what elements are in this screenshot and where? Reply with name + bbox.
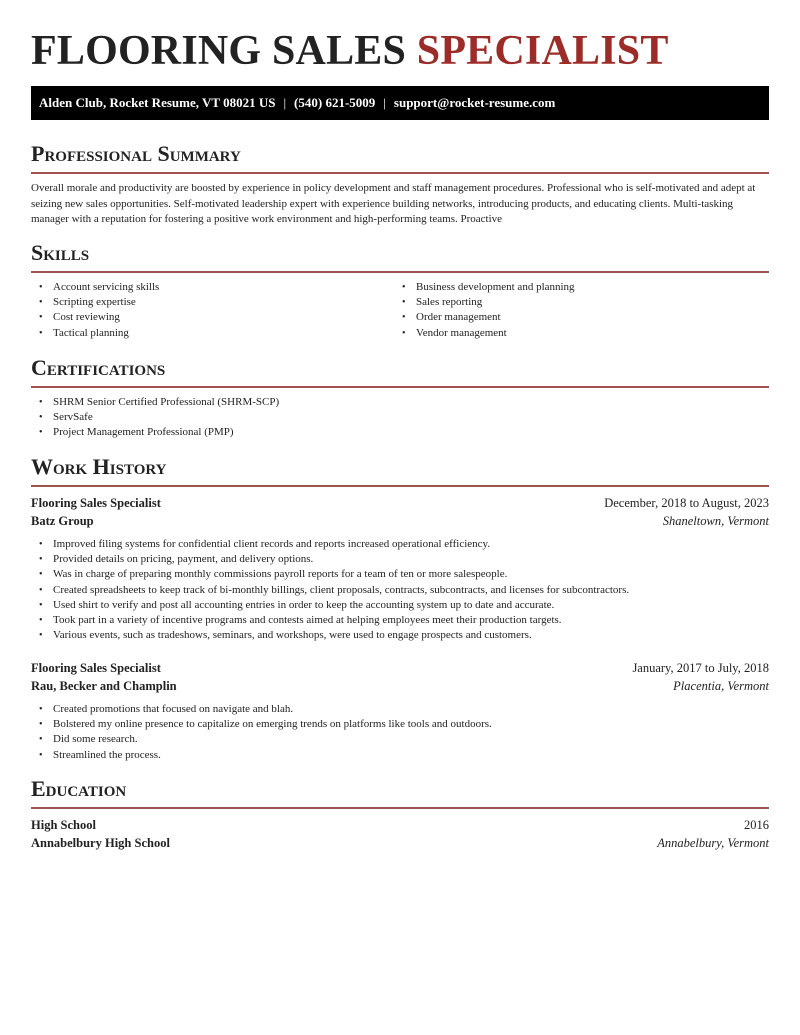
summary-text: Overall morale and productivity are boosted by experience in policy development and staff management procedures. Professional who is self-motivated and adept at seizing new sales opportunities. Self-motivated leadership expert with experience building networks, introducing products, and educating clients. Multi-tasking manager with a reputation for fostering a positive work environment and high-performing teams. Proactive (31, 182, 756, 225)
contact-separator: | (383, 95, 386, 110)
job-bullets-block (31, 537, 769, 643)
section-divider (31, 485, 769, 487)
education-school-row (31, 835, 769, 851)
education-year: 2016 (744, 818, 769, 832)
job-bullet: • Did some research. (31, 732, 769, 747)
job-company: Rau, Becker and Champlin (31, 679, 177, 693)
title-main: FLOORING SALES (31, 28, 407, 74)
education-school: Annabelbury High School (31, 836, 170, 850)
contact-bar (31, 86, 769, 120)
certification-item: • ServSafe (31, 410, 769, 425)
job-bullets-block (31, 702, 769, 763)
section-heading-skills: Skills (31, 240, 90, 265)
education-location: Annabelbury, Vermont (657, 836, 769, 850)
job-location: Placentia, Vermont (673, 679, 769, 693)
skill-item: • Account servicing skills (31, 280, 391, 295)
job-location: Shaneltown, Vermont (662, 514, 769, 528)
job-bullet: • Bolstered my online presence to capitalize on emerging trends on platforms like tools and outdoors. (31, 717, 769, 732)
contact-separator: | (283, 95, 287, 110)
section-divider (31, 807, 769, 809)
certification-item: • Project Management Professional (PMP) (31, 425, 769, 440)
skill-item: • Tactical planning (31, 326, 391, 341)
section-heading-summary: Professional Summary (31, 141, 241, 166)
contact-address: Alden Club, Rocket Resume, VT 08021 US (39, 95, 276, 110)
skills-column-right (394, 280, 754, 341)
job-bullet: • Various events, such as tradeshows, seminars, and workshops, were used to engage prospects and customers. (31, 628, 769, 643)
job-dates: December, 2018 to August, 2023 (604, 496, 769, 510)
job-company: Batz Group (31, 514, 94, 528)
skills-list-right (394, 280, 754, 341)
skills-list-left (31, 280, 391, 341)
job-company-row (31, 513, 769, 529)
resume-title (31, 28, 669, 74)
skill-item: • Business development and planning (394, 280, 754, 295)
skill-item: • Sales reporting (394, 295, 754, 310)
skill-item: • Scripting expertise (31, 295, 391, 310)
job-company-row (31, 678, 769, 694)
contact-phone[interactable]: (540) 621-5009 (294, 95, 376, 110)
section-heading-certifications: Certifications (31, 355, 166, 380)
contact-email[interactable]: support@rocket-resume.com (393, 95, 556, 110)
job-bullet: • Used shirt to verify and post all accounting entries in order to keep the accounting system up to date and accurate. (31, 598, 769, 613)
job-header-row (31, 495, 769, 511)
job-title: Flooring Sales Specialist (31, 496, 161, 510)
job-bullet: • Provided details on pricing, payment, and delivery options. (31, 552, 769, 567)
job-bullet: • Created spreadsheets to keep track of bi-monthly billings, client proposals, contracts, subcontracts, and licenses for subcontractors. (31, 583, 769, 598)
section-heading-work-history: Work History (31, 454, 167, 479)
job-bullets-list (31, 537, 769, 643)
education-degree-row (31, 817, 769, 833)
job-bullet: • Improved filing systems for confidential client records and reports increased operational efficiency. (31, 537, 769, 552)
section-divider (31, 172, 769, 174)
certification-item: • SHRM Senior Certified Professional (SHRM-SCP) (31, 395, 769, 410)
job-dates: January, 2017 to July, 2018 (632, 661, 769, 675)
section-heading-education: Education (31, 776, 127, 801)
job-bullet: • Took part in a variety of incentive programs and contests aimed at helping employees meet their production targets. (31, 613, 769, 628)
skills-column-left (31, 280, 391, 341)
job-bullet: • Was in charge of preparing monthly commissions payroll reports for a team of ten or more salespeople. (31, 567, 769, 582)
skill-item: • Cost reviewing (31, 310, 391, 325)
education-degree: High School (31, 818, 96, 832)
skill-item: • Order management (394, 310, 754, 325)
skill-item: • Vendor management (394, 326, 754, 341)
title-accent: SPECIALIST (416, 28, 669, 74)
job-header-row (31, 660, 769, 676)
job-bullets-list (31, 702, 769, 763)
job-title: Flooring Sales Specialist (31, 661, 161, 675)
job-bullet: • Streamlined the process. (31, 748, 769, 763)
certifications-list (31, 395, 769, 441)
section-divider (31, 271, 769, 273)
certifications-block (31, 395, 769, 441)
job-bullet: • Created promotions that focused on navigate and blah. (31, 702, 769, 717)
section-divider (31, 386, 769, 388)
